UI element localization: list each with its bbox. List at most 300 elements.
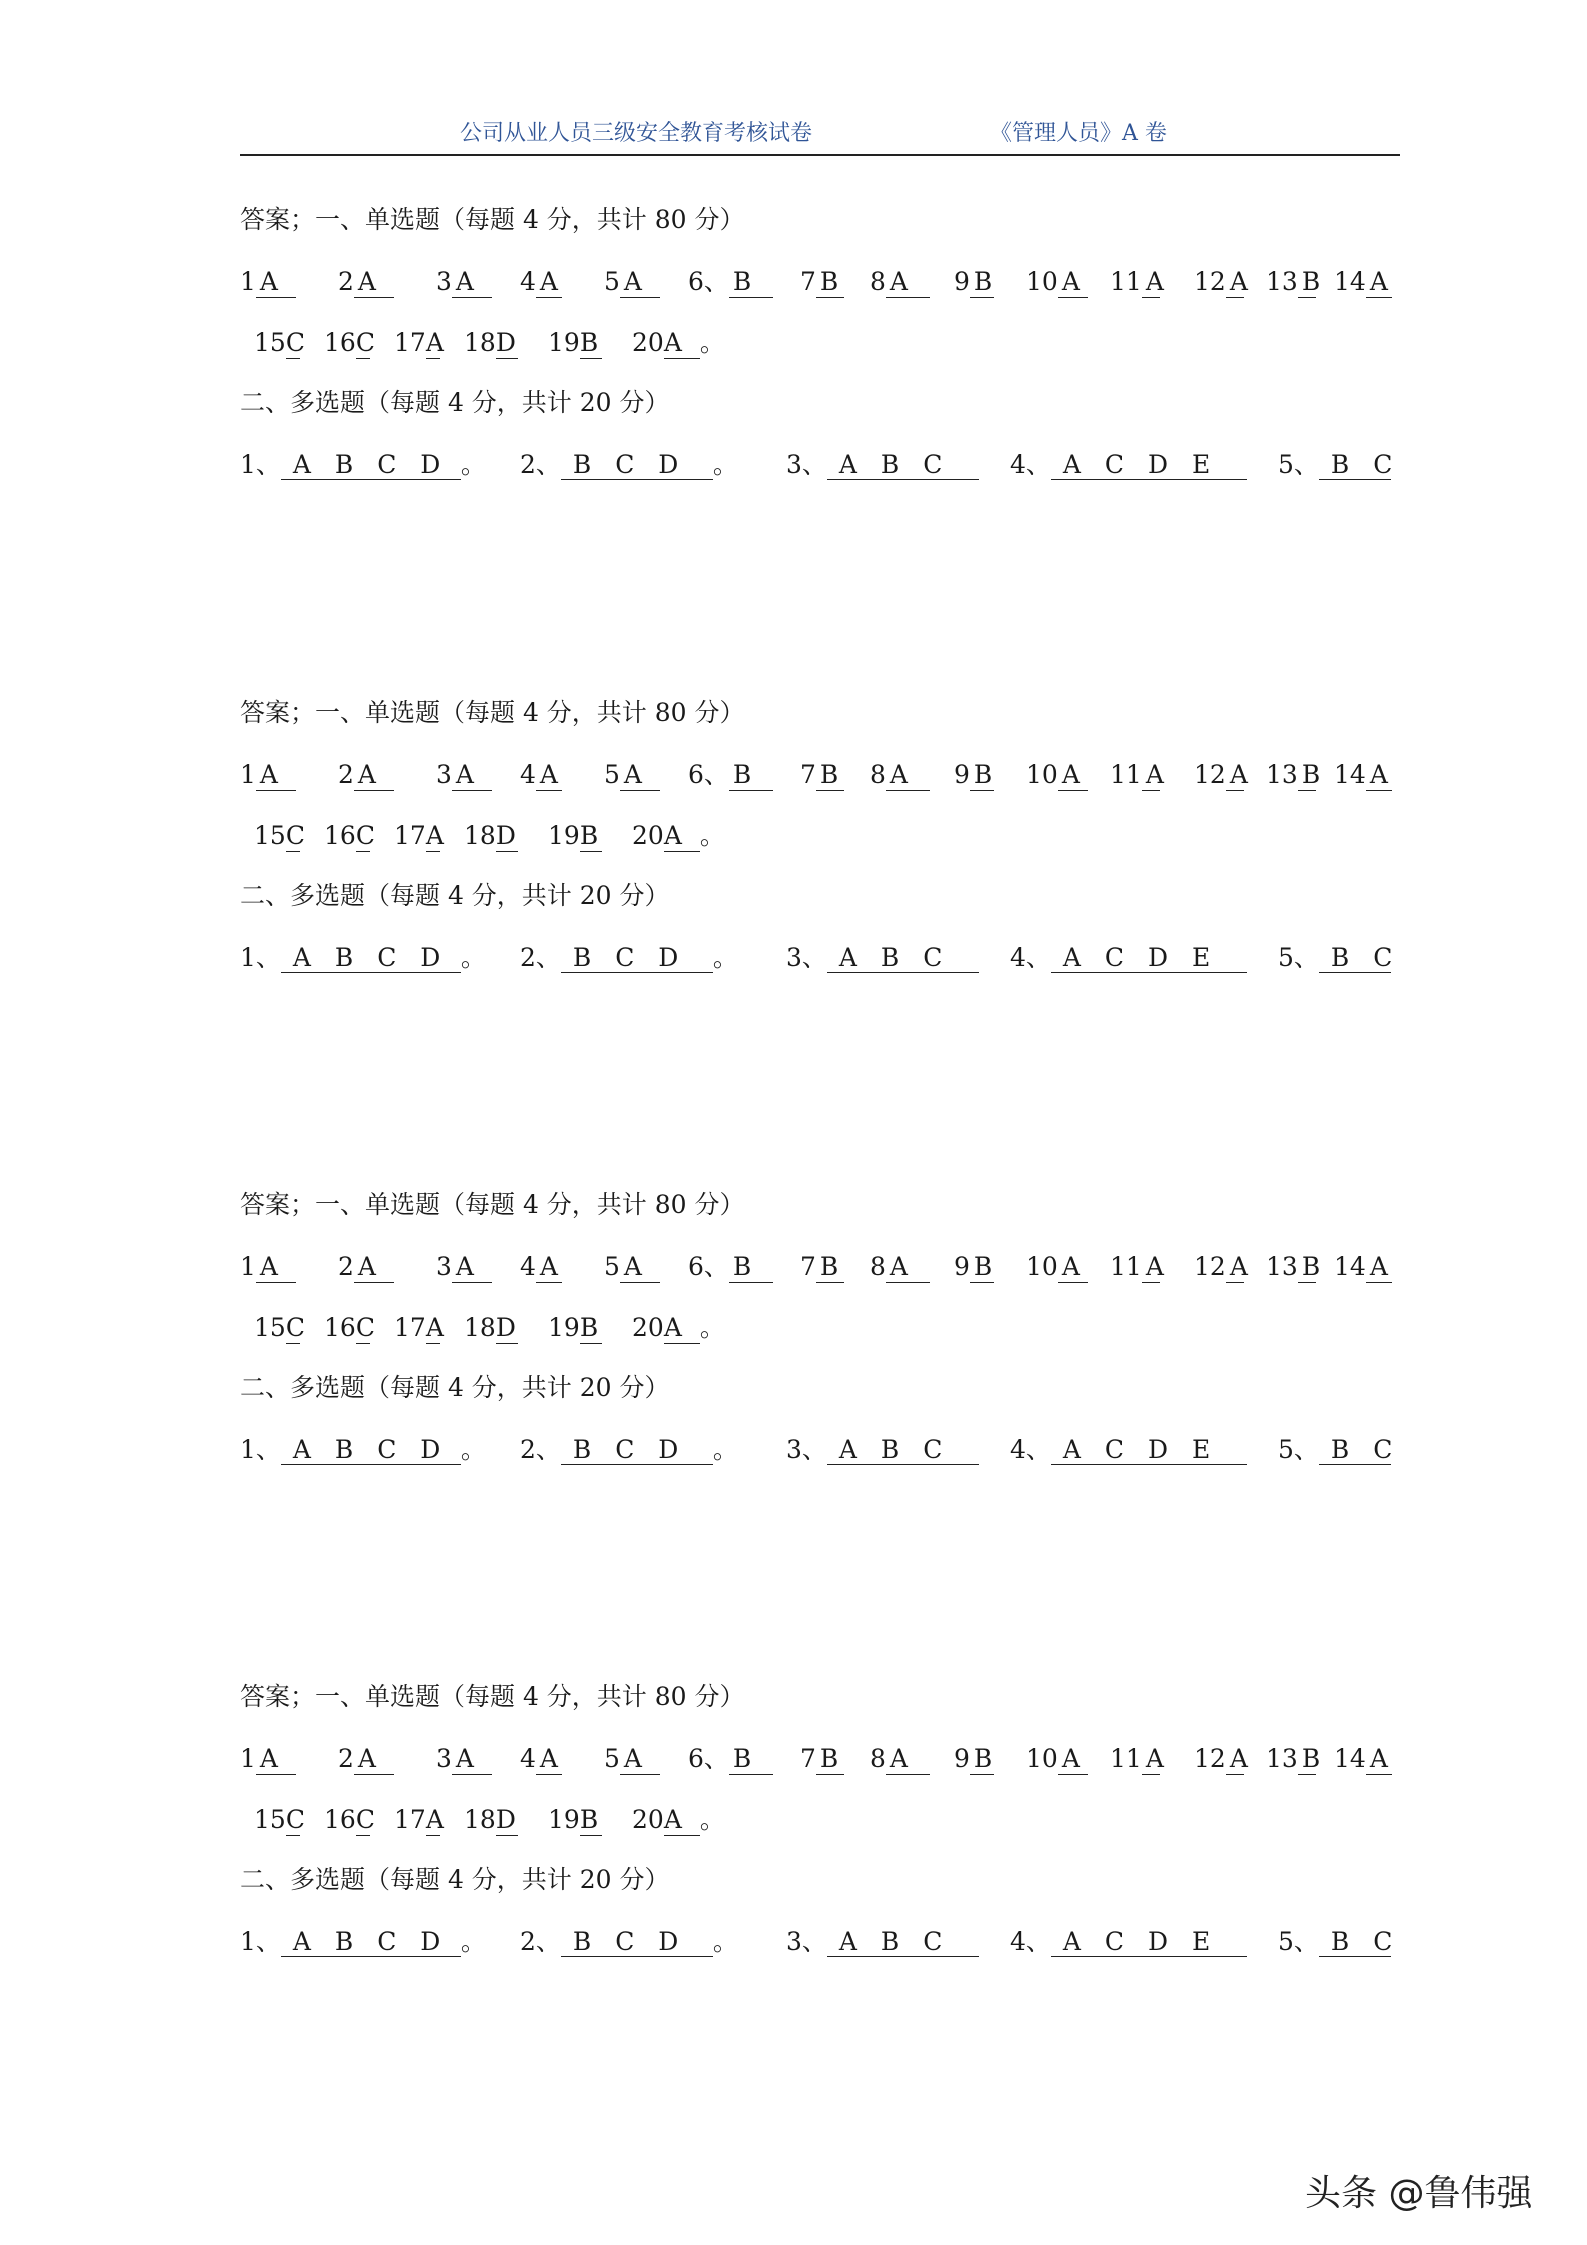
- answer-value: A: [886, 267, 930, 298]
- answer-value: D: [495, 1313, 516, 1342]
- answer-value: A: [1058, 760, 1088, 791]
- question-number: 12: [1194, 1252, 1226, 1281]
- single-choice-answer: [324, 816, 375, 856]
- answer-value: A B C D: [281, 943, 461, 973]
- single-choice-answer: [870, 755, 930, 795]
- single-choice-answer: [688, 1739, 773, 1779]
- multi-choice-answer: [1278, 1922, 1394, 1962]
- question-number: 1: [240, 1744, 256, 1773]
- answer-value: B C D: [561, 943, 713, 973]
- question-number: 9: [954, 1744, 970, 1773]
- single-choice-answer: [1110, 755, 1164, 795]
- answer-value: B C D: [561, 1435, 713, 1465]
- answer-value: D: [495, 1805, 516, 1834]
- single-choice-answer: [240, 755, 296, 795]
- multi-choice-answer: [240, 1922, 486, 1962]
- question-number: 5: [604, 267, 620, 296]
- question-number: 3: [436, 1744, 452, 1773]
- single-choice-row: [240, 1308, 1400, 1348]
- question-number: 1、: [240, 1435, 281, 1464]
- single-choice-answer: [1026, 755, 1088, 795]
- question-number: 13: [1266, 760, 1298, 789]
- answer-value: A: [452, 1744, 492, 1775]
- multi-choice-row: [240, 1922, 1400, 1962]
- row-end-mark: 。: [699, 328, 725, 357]
- question-number: 20: [632, 821, 664, 850]
- single-choice-answer: [632, 323, 725, 363]
- single-choice-answer: [254, 323, 305, 363]
- page-header: [240, 110, 1400, 156]
- row-end-mark: 。: [699, 1805, 725, 1834]
- answer-value: D: [495, 328, 516, 357]
- question-number: 5: [604, 1252, 620, 1281]
- question-number: 5、: [1278, 450, 1319, 479]
- question-number: 18: [464, 328, 496, 357]
- question-number: 2: [338, 267, 354, 296]
- question-number: 4: [520, 267, 536, 296]
- question-number: 4: [520, 1744, 536, 1773]
- answer-value: B: [970, 760, 994, 791]
- question-number: 6、: [688, 760, 729, 789]
- single-choice-answer: [632, 1800, 725, 1840]
- question-number: 10: [1026, 1252, 1058, 1281]
- single-choice-row: [240, 323, 1400, 363]
- single-choice-answer: [394, 816, 444, 856]
- question-number: 10: [1026, 760, 1058, 789]
- question-number: 18: [464, 821, 496, 850]
- answer-value: A B C: [827, 1927, 979, 1957]
- answer-value: B C: [1319, 943, 1391, 973]
- question-number: 17: [394, 328, 426, 357]
- row-end-mark: 。: [712, 450, 738, 479]
- answer-value: B: [580, 328, 602, 359]
- single-choice-answer: [1026, 1739, 1088, 1779]
- question-number: 17: [394, 821, 426, 850]
- single-choice-answer: [464, 1800, 518, 1840]
- row-end-mark: 。: [712, 1927, 738, 1956]
- answer-value: A B C D: [281, 450, 461, 480]
- multi-choice-answer: [240, 938, 486, 978]
- answer-value: C: [285, 1313, 305, 1342]
- single-choice-heading: 答案；一、单选题（每题 4 分，共计 80 分）: [240, 1682, 745, 1711]
- single-choice-answer: [338, 1247, 394, 1287]
- answer-value: A: [886, 1252, 930, 1283]
- single-choice-row: [240, 755, 1400, 795]
- single-choice-answer: [604, 755, 660, 795]
- question-number: 16: [324, 1805, 356, 1834]
- multi-choice-answer: [786, 1430, 979, 1470]
- question-number: 10: [1026, 1744, 1058, 1773]
- answer-value: B: [1298, 267, 1316, 298]
- question-number: 14: [1334, 1252, 1366, 1281]
- single-choice-answer: [800, 755, 844, 795]
- answer-value: A: [620, 1744, 660, 1775]
- answer-value: B C: [1319, 450, 1391, 480]
- question-number: 3、: [786, 943, 827, 972]
- question-number: 4、: [1010, 1435, 1051, 1464]
- question-number: 11: [1110, 1252, 1142, 1281]
- question-number: 2、: [520, 1927, 561, 1956]
- question-number: 3、: [786, 450, 827, 479]
- answer-value: A C D E: [1051, 450, 1247, 480]
- single-choice-answer: [1334, 262, 1392, 302]
- single-choice-answer: [548, 323, 602, 363]
- answer-value: A: [1142, 1744, 1160, 1775]
- question-number: 16: [324, 328, 356, 357]
- answer-value: A: [664, 1805, 700, 1836]
- answer-value: B: [816, 1744, 844, 1775]
- answer-value: A: [620, 267, 660, 298]
- single-choice-answer: [464, 323, 518, 363]
- question-number: 15: [254, 821, 286, 850]
- answer-value: A C D E: [1051, 1435, 1247, 1465]
- question-number: 4、: [1010, 943, 1051, 972]
- single-choice-answer: [548, 1800, 602, 1840]
- answer-value: A B C D: [281, 1435, 461, 1465]
- row-end-mark: 。: [460, 450, 486, 479]
- answer-value: A B C: [827, 1435, 979, 1465]
- question-number: 19: [548, 1805, 580, 1834]
- single-choice-answer: [954, 262, 994, 302]
- answer-block: [240, 1185, 1400, 1485]
- question-number: 2: [338, 1744, 354, 1773]
- question-number: 19: [548, 1313, 580, 1342]
- multi-choice-answer: [786, 445, 979, 485]
- single-choice-answer: [520, 1739, 562, 1779]
- question-number: 1、: [240, 943, 281, 972]
- question-number: 2: [338, 1252, 354, 1281]
- single-choice-answer: [688, 1247, 773, 1287]
- single-choice-answer: [436, 1739, 492, 1779]
- watermark: 头条 @鲁伟强: [1305, 2173, 1533, 2214]
- single-choice-answer: [870, 1247, 930, 1287]
- answer-value: B: [1298, 1252, 1316, 1283]
- question-number: 11: [1110, 760, 1142, 789]
- single-choice-answer: [1266, 1739, 1321, 1779]
- single-choice-answer: [1266, 1247, 1321, 1287]
- question-number: 7: [800, 1744, 816, 1773]
- question-number: 4: [520, 760, 536, 789]
- single-choice-answer: [1110, 1247, 1164, 1287]
- answer-value: B: [580, 1805, 602, 1836]
- answer-block: [240, 693, 1400, 993]
- single-choice-row: [240, 1739, 1400, 1779]
- row-end-mark: 。: [460, 943, 486, 972]
- single-choice-answer: [324, 1800, 375, 1840]
- single-choice-answer: [954, 755, 994, 795]
- single-choice-answer: [254, 1308, 305, 1348]
- question-number: 15: [254, 1313, 286, 1342]
- single-choice-answer: [632, 1308, 725, 1348]
- single-choice-answer: [954, 1739, 994, 1779]
- answer-value: C: [355, 821, 375, 850]
- multi-choice-answer: [1010, 1922, 1247, 1962]
- single-choice-answer: [254, 1800, 305, 1840]
- single-choice-answer: [688, 262, 773, 302]
- question-number: 15: [254, 328, 286, 357]
- question-number: 7: [800, 760, 816, 789]
- single-choice-answer: [394, 323, 444, 363]
- single-choice-answer: [870, 262, 930, 302]
- answer-value: A: [1366, 267, 1392, 298]
- multi-choice-answer: [240, 1430, 486, 1470]
- single-choice-heading: 答案；一、单选题（每题 4 分，共计 80 分）: [240, 1190, 745, 1219]
- answer-value: A: [1226, 267, 1244, 298]
- answer-value: B C D: [561, 1927, 713, 1957]
- single-choice-answer: [324, 323, 375, 363]
- single-choice-answer: [1194, 262, 1248, 302]
- answer-value: B: [1298, 760, 1316, 791]
- question-number: 8: [870, 1252, 886, 1281]
- question-number: 13: [1266, 1252, 1298, 1281]
- single-choice-answer: [1194, 1739, 1248, 1779]
- single-choice-heading: 答案；一、单选题（每题 4 分，共计 80 分）: [240, 205, 745, 234]
- single-choice-answer: [1194, 1247, 1248, 1287]
- answer-value: A: [1142, 760, 1160, 791]
- question-number: 10: [1026, 267, 1058, 296]
- question-number: 12: [1194, 760, 1226, 789]
- question-number: 18: [464, 1805, 496, 1834]
- question-number: 1: [240, 1252, 256, 1281]
- answer-value: B: [970, 1744, 994, 1775]
- single-choice-answer: [604, 1739, 660, 1779]
- answer-value: A: [1142, 1252, 1160, 1283]
- answer-value: A: [664, 821, 700, 852]
- multi-choice-heading: 二、多选题（每题 4 分，共计 20 分）: [240, 1373, 670, 1402]
- single-choice-answer: [870, 1739, 930, 1779]
- answer-value: A: [256, 1744, 296, 1775]
- answer-value: A: [354, 760, 394, 791]
- single-choice-answer: [240, 262, 296, 302]
- answer-value: A B C: [827, 450, 979, 480]
- question-number: 20: [632, 328, 664, 357]
- question-number: 1、: [240, 1927, 281, 1956]
- single-choice-answer: [1266, 755, 1321, 795]
- single-choice-row: [240, 262, 1400, 302]
- single-choice-answer: [548, 816, 602, 856]
- single-choice-answer: [604, 262, 660, 302]
- question-number: 18: [464, 1313, 496, 1342]
- multi-choice-row: [240, 938, 1400, 978]
- question-number: 4、: [1010, 450, 1051, 479]
- exam-title: 公司从业人员三级安全教育考核试卷: [460, 121, 813, 146]
- answer-value: B: [729, 1252, 773, 1283]
- single-choice-answer: [338, 755, 394, 795]
- multi-choice-answer: [520, 1430, 738, 1470]
- single-choice-row: [240, 1800, 1400, 1840]
- question-number: 9: [954, 1252, 970, 1281]
- answer-value: C: [355, 328, 375, 357]
- single-choice-answer: [800, 262, 844, 302]
- question-number: 5、: [1278, 943, 1319, 972]
- answer-value: B: [580, 1313, 602, 1344]
- answer-value: A: [425, 328, 444, 357]
- question-number: 8: [870, 1744, 886, 1773]
- single-choice-answer: [520, 755, 562, 795]
- answer-value: A: [886, 760, 930, 791]
- answer-value: A: [620, 1252, 660, 1283]
- single-choice-answer: [1334, 755, 1392, 795]
- single-choice-answer: [954, 1247, 994, 1287]
- question-number: 3: [436, 760, 452, 789]
- question-number: 6、: [688, 1252, 729, 1281]
- multi-choice-answer: [520, 1922, 738, 1962]
- answer-value: A B C: [827, 943, 979, 973]
- multi-choice-heading: 二、多选题（每题 4 分，共计 20 分）: [240, 881, 670, 910]
- answer-block: [240, 1677, 1400, 1977]
- question-number: 15: [254, 1805, 286, 1834]
- single-choice-answer: [1026, 262, 1088, 302]
- multi-choice-row: [240, 1430, 1400, 1470]
- answer-value: A C D E: [1051, 943, 1247, 973]
- question-number: 7: [800, 267, 816, 296]
- single-choice-row: [240, 1247, 1400, 1287]
- single-choice-answer: [800, 1739, 844, 1779]
- question-number: 8: [870, 267, 886, 296]
- single-choice-answer: [1266, 262, 1321, 302]
- answer-value: B: [729, 267, 773, 298]
- answer-value: A: [1366, 760, 1392, 791]
- answer-value: C: [285, 1805, 305, 1834]
- answer-value: B: [970, 1252, 994, 1283]
- answer-value: B: [729, 1744, 773, 1775]
- answer-value: A: [425, 821, 444, 850]
- question-number: 6、: [688, 267, 729, 296]
- question-number: 12: [1194, 267, 1226, 296]
- question-number: 7: [800, 1252, 816, 1281]
- answer-value: A: [452, 760, 492, 791]
- row-end-mark: 。: [712, 1435, 738, 1464]
- answer-value: C: [285, 328, 305, 357]
- multi-choice-row: [240, 445, 1400, 485]
- question-number: 3、: [786, 1927, 827, 1956]
- answer-value: A C D E: [1051, 1927, 1247, 1957]
- row-end-mark: 。: [460, 1435, 486, 1464]
- answer-block: [240, 200, 1400, 500]
- question-number: 14: [1334, 1744, 1366, 1773]
- answer-value: A: [664, 328, 700, 359]
- question-number: 1: [240, 760, 256, 789]
- single-choice-answer: [254, 816, 305, 856]
- single-choice-answer: [394, 1308, 444, 1348]
- answer-value: B C D: [561, 450, 713, 480]
- answer-value: A: [536, 267, 562, 298]
- answer-value: B C: [1319, 1927, 1391, 1957]
- question-number: 17: [394, 1313, 426, 1342]
- single-choice-answer: [1334, 1739, 1392, 1779]
- answer-value: A: [1226, 1252, 1244, 1283]
- multi-choice-answer: [1010, 445, 1247, 485]
- multi-choice-answer: [1278, 445, 1394, 485]
- row-end-mark: 。: [699, 1313, 725, 1342]
- question-number: 5: [604, 760, 620, 789]
- question-number: 5、: [1278, 1435, 1319, 1464]
- answer-value: B: [729, 760, 773, 791]
- question-number: 20: [632, 1805, 664, 1834]
- question-number: 8: [870, 760, 886, 789]
- answer-value: A: [1226, 1744, 1244, 1775]
- answer-value: A: [536, 1252, 562, 1283]
- single-choice-answer: [394, 1800, 444, 1840]
- question-number: 19: [548, 328, 580, 357]
- question-number: 13: [1266, 1744, 1298, 1773]
- answer-value: A: [452, 1252, 492, 1283]
- single-choice-heading: 答案；一、单选题（每题 4 分，共计 80 分）: [240, 698, 745, 727]
- answer-value: A: [425, 1313, 444, 1342]
- single-choice-answer: [338, 262, 394, 302]
- multi-choice-answer: [786, 1922, 979, 1962]
- question-number: 16: [324, 1313, 356, 1342]
- single-choice-answer: [548, 1308, 602, 1348]
- answer-value: B: [816, 267, 844, 298]
- question-number: 17: [394, 1805, 426, 1834]
- question-number: 12: [1194, 1744, 1226, 1773]
- answer-value: A: [1058, 1252, 1088, 1283]
- single-choice-answer: [604, 1247, 660, 1287]
- answer-value: A: [1366, 1744, 1392, 1775]
- answer-value: A: [1226, 760, 1244, 791]
- answer-value: A: [354, 267, 394, 298]
- answer-value: B: [816, 760, 844, 791]
- answer-value: B: [970, 267, 994, 298]
- question-number: 4: [520, 1252, 536, 1281]
- question-number: 2、: [520, 1435, 561, 1464]
- single-choice-answer: [324, 1308, 375, 1348]
- single-choice-row: [240, 816, 1400, 856]
- answer-value: B C: [1319, 1435, 1391, 1465]
- single-choice-answer: [1110, 1739, 1164, 1779]
- answer-value: B: [1298, 1744, 1316, 1775]
- answer-value: A: [354, 1744, 394, 1775]
- question-number: 14: [1334, 760, 1366, 789]
- single-choice-answer: [1334, 1247, 1392, 1287]
- question-number: 14: [1334, 267, 1366, 296]
- answer-value: A: [1058, 1744, 1088, 1775]
- answer-value: B: [580, 821, 602, 852]
- single-choice-answer: [520, 1247, 562, 1287]
- answer-value: A B C D: [281, 1927, 461, 1957]
- single-choice-answer: [464, 816, 518, 856]
- answer-value: A: [425, 1805, 444, 1834]
- single-choice-answer: [1110, 262, 1164, 302]
- exam-subtitle: 《管理人员》A 卷: [990, 121, 1167, 146]
- question-number: 2、: [520, 450, 561, 479]
- single-choice-answer: [520, 262, 562, 302]
- question-number: 9: [954, 760, 970, 789]
- multi-choice-answer: [1278, 1430, 1394, 1470]
- multi-choice-answer: [1278, 938, 1394, 978]
- multi-choice-answer: [1010, 1430, 1247, 1470]
- answer-value: A: [256, 1252, 296, 1283]
- answer-value: A: [664, 1313, 700, 1344]
- single-choice-answer: [632, 816, 725, 856]
- single-choice-answer: [338, 1739, 394, 1779]
- question-number: 20: [632, 1313, 664, 1342]
- question-number: 3、: [786, 1435, 827, 1464]
- answer-value: C: [355, 1805, 375, 1834]
- question-number: 4、: [1010, 1927, 1051, 1956]
- question-number: 3: [436, 267, 452, 296]
- single-choice-answer: [436, 1247, 492, 1287]
- question-number: 1、: [240, 450, 281, 479]
- row-end-mark: 。: [460, 1927, 486, 1956]
- question-number: 19: [548, 821, 580, 850]
- question-number: 11: [1110, 1744, 1142, 1773]
- single-choice-answer: [688, 755, 773, 795]
- question-number: 5、: [1278, 1927, 1319, 1956]
- answer-value: A: [452, 267, 492, 298]
- question-number: 6、: [688, 1744, 729, 1773]
